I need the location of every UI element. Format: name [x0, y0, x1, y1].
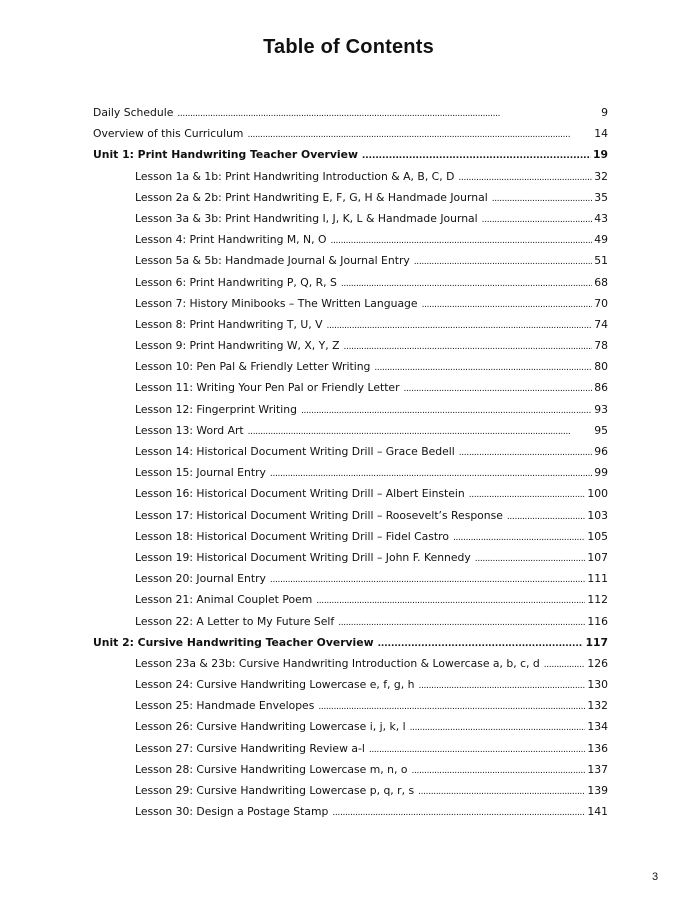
page-title: Table of Contents [263, 36, 434, 58]
toc-entry-page: 70 [594, 296, 608, 310]
toc-entry-row [93, 166, 608, 187]
dot-leader [369, 738, 586, 761]
toc-entry-page: 78 [594, 339, 608, 353]
dot-leader [482, 208, 593, 231]
dot-leader [544, 653, 586, 676]
toc-entry-row [93, 314, 608, 335]
toc-entry-row [93, 272, 608, 293]
toc-entry-label: Lesson 29: Cursive Handwriting Lowercase p, q, r, s [135, 784, 415, 797]
toc-entry-row [93, 611, 608, 632]
toc-entry-label: Lesson 22: A Letter to My Future Self [135, 614, 335, 628]
dot-leader [374, 356, 592, 379]
dot-leader [414, 250, 592, 273]
dot-leader [492, 187, 593, 210]
dot-leader [458, 166, 592, 189]
toc-entry-row [93, 102, 608, 123]
toc-entry-row [93, 526, 608, 547]
dot-leader [301, 399, 592, 422]
toc-entry-row [93, 695, 608, 716]
toc-entry-page: 134 [587, 720, 608, 734]
toc-entry-row [93, 377, 608, 398]
toc-entry-page: 126 [587, 656, 608, 670]
toc-entry-row [93, 441, 608, 462]
dot-leader [469, 483, 586, 506]
dot-leader [338, 611, 585, 634]
toc-entry-row [93, 399, 608, 420]
toc-entry-label: Lesson 25: Handmade Envelopes [135, 699, 315, 713]
toc-entry-row [93, 483, 608, 504]
table-of-contents [93, 102, 608, 822]
toc-entry-label: Lesson 7: History Minibooks – The Written Language [135, 296, 418, 310]
dot-leader [459, 441, 592, 464]
toc-entry-row [93, 293, 608, 314]
toc-entry-page: 111 [587, 572, 608, 586]
dot-leader [341, 272, 592, 295]
toc-entry-label: Lesson 2a & 2b: Print Handwriting E, F, G, H & Handmade Journal [135, 190, 488, 204]
toc-entry-label: Unit 1: Print Handwriting Teacher Overview [93, 148, 358, 162]
toc-entry-page: 100 [587, 487, 608, 501]
toc-entry-page: 80 [594, 360, 608, 374]
toc-entry-label: Lesson 3a & 3b: Print Handwriting I, J, K, L & Handmade Journal [135, 211, 478, 225]
dot-leader [404, 377, 593, 400]
toc-entry-row [93, 568, 608, 589]
toc-entry-page: 43 [594, 211, 608, 225]
dot-leader [418, 674, 585, 697]
toc-entry-label: Lesson 4: Print Handwriting M, N, O [135, 233, 327, 247]
toc-entry-row [93, 250, 608, 271]
toc-entry-page: 132 [587, 699, 608, 713]
toc-entry-row [93, 801, 608, 822]
toc-entry-page: 107 [587, 550, 608, 564]
toc-entry-page: 74 [594, 317, 608, 331]
toc-entry-page: 130 [587, 678, 608, 692]
toc-entry-row [93, 780, 608, 801]
dot-leader [453, 526, 585, 549]
toc-entry-row [93, 229, 608, 250]
toc-entry-page: 93 [594, 402, 608, 416]
toc-entry-label: Lesson 10: Pen Pal & Friendly Letter Writing [135, 360, 371, 374]
toc-entry-label: Lesson 15: Journal Entry [135, 466, 266, 480]
toc-entry-label: Overview of this Curriculum [93, 127, 244, 141]
toc-entry-label: Lesson 9: Print Handwriting W, X, Y, Z [135, 339, 340, 353]
toc-entry-label: Lesson 30: Design a Postage Stamp [135, 805, 329, 819]
toc-entry-page: 117 [585, 635, 608, 649]
toc-entry-row [93, 356, 608, 377]
toc-entry-page: 68 [594, 275, 608, 289]
toc-entry-row [93, 208, 608, 229]
toc-entry-row [93, 759, 608, 780]
toc-entry-row [93, 716, 608, 737]
toc-entry-page: 136 [587, 741, 608, 755]
dot-leader [344, 335, 593, 358]
toc-entry-page: 112 [587, 593, 608, 607]
toc-entry-page: 139 [587, 784, 608, 797]
dot-leader [378, 632, 584, 655]
toc-entry-label: Lesson 6: Print Handwriting P, Q, R, S [135, 275, 337, 289]
toc-entry-page: 14 [594, 127, 608, 141]
dot-leader [422, 293, 593, 316]
toc-entry-page: 19 [592, 148, 608, 162]
dot-leader [270, 462, 592, 485]
toc-entry-row [93, 335, 608, 356]
toc-entry-row [93, 738, 608, 759]
toc-entry-page: 103 [587, 508, 608, 522]
dot-leader [410, 716, 586, 739]
toc-entry-label: Lesson 21: Animal Couplet Poem [135, 593, 313, 607]
dot-leader [362, 144, 591, 167]
toc-entry-page: 137 [587, 762, 608, 776]
toc-entry-label: Lesson 26: Cursive Handwriting Lowercase i, j, k, l [135, 720, 406, 734]
toc-entry-label: Lesson 27: Cursive Handwriting Review a-l [135, 741, 365, 755]
toc-entry-page: 96 [594, 445, 608, 458]
toc-entry-label: Lesson 17: Historical Document Writing Drill – Roosevelt’s Response [135, 508, 503, 522]
toc-entry-label: Lesson 19: Historical Document Writing Drill – John F. Kennedy [135, 550, 471, 564]
toc-entry-page: 86 [594, 381, 608, 395]
toc-entry-row [93, 674, 608, 695]
toc-entry-row [93, 187, 608, 208]
dot-leader [411, 759, 585, 782]
toc-entry-page: 9 [601, 106, 608, 119]
toc-entry-label: Lesson 8: Print Handwriting T, U, V [135, 317, 323, 331]
toc-entry-page: 49 [594, 233, 608, 247]
toc-entry-label: Lesson 28: Cursive Handwriting Lowercase m, n, o [135, 762, 408, 776]
toc-unit-row [93, 144, 608, 165]
toc-entry-label: Lesson 5a & 5b: Handmade Journal & Journal Entry [135, 254, 410, 268]
toc-entry-label: Lesson 1a & 1b: Print Handwriting Introduction & A, B, C, D [135, 169, 455, 183]
dot-leader [270, 568, 585, 591]
toc-entry-label: Lesson 14: Historical Document Writing Drill – Grace Bedell [135, 445, 455, 458]
toc-entry-page: 105 [587, 529, 608, 543]
toc-entry-row [93, 123, 608, 144]
toc-entry-label: Lesson 11: Writing Your Pen Pal or Friendly Letter [135, 381, 400, 395]
toc-entry-page: 99 [594, 466, 608, 480]
toc-entry-row [93, 505, 608, 526]
dot-leader [247, 123, 592, 146]
toc-entry-label: Lesson 18: Historical Document Writing Drill – Fidel Castro [135, 529, 449, 543]
page-number: 3 [652, 871, 659, 883]
dot-leader [177, 102, 599, 125]
toc-entry-page: 51 [594, 254, 608, 268]
toc-entry-label: Lesson 23a & 23b: Cursive Handwriting Introduction & Lowercase a, b, c, d [135, 656, 540, 670]
toc-entry-page: 35 [594, 190, 608, 204]
dot-leader [331, 229, 593, 252]
dot-leader [318, 695, 585, 718]
toc-entry-row [93, 547, 608, 568]
toc-entry-label: Lesson 12: Fingerprint Writing [135, 402, 297, 416]
dot-leader [248, 420, 593, 443]
toc-entry-label: Lesson 24: Cursive Handwriting Lowercase e, f, g, h [135, 678, 415, 692]
dot-leader [475, 547, 586, 570]
toc-entry-label: Daily Schedule [93, 106, 174, 119]
toc-entry-label: Lesson 20: Journal Entry [135, 572, 266, 586]
toc-entry-row [93, 462, 608, 483]
toc-entry-label: Lesson 13: Word Art [135, 423, 244, 437]
toc-entry-page: 95 [594, 423, 608, 437]
toc-entry-row [93, 420, 608, 441]
dot-leader [316, 589, 585, 612]
toc-entry-label: Lesson 16: Historical Document Writing Drill – Albert Einstein [135, 487, 465, 501]
dot-leader [418, 780, 585, 803]
toc-entry-row [93, 589, 608, 610]
dot-leader [326, 314, 592, 337]
toc-entry-page: 141 [587, 805, 608, 819]
dot-leader [332, 801, 585, 824]
toc-entry-row [93, 653, 608, 674]
toc-entry-page: 116 [587, 614, 608, 628]
toc-entry-label: Unit 2: Cursive Handwriting Teacher Overview [93, 635, 374, 649]
toc-entry-page: 32 [594, 169, 608, 183]
toc-unit-row [93, 632, 608, 653]
dot-leader [507, 505, 586, 528]
